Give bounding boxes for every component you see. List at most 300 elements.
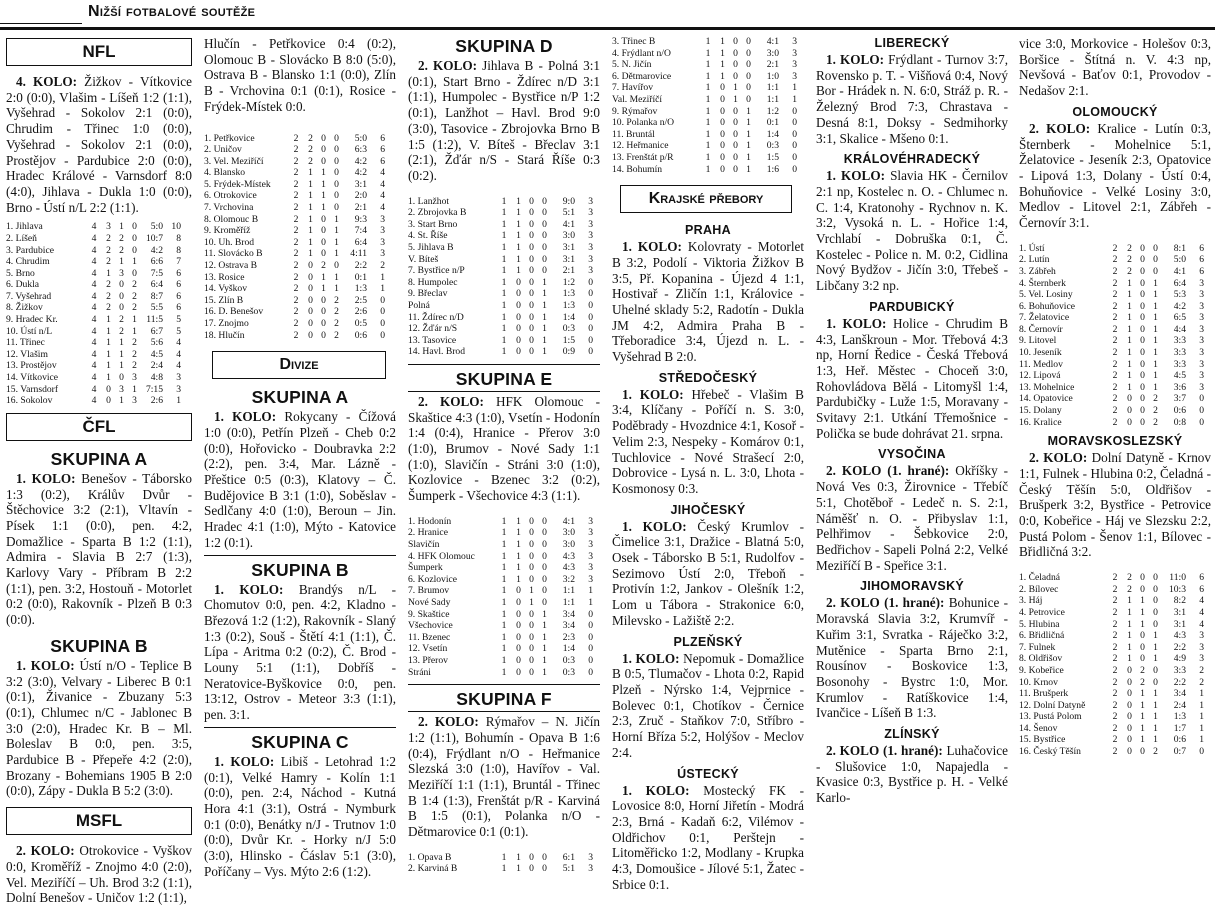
table-row	[408, 597, 593, 609]
table-cell: 2	[119, 244, 124, 256]
divider	[204, 727, 396, 728]
table-cell: 0	[516, 631, 521, 643]
round-label: 1. KOLO:	[622, 518, 687, 534]
table-cell: 0	[746, 47, 751, 59]
team-name: 3. Pardubice	[6, 244, 54, 256]
team-name: 3. Start Brno	[408, 218, 458, 230]
table-cell: 10:7	[145, 232, 163, 244]
section-divize-heading: Divize	[212, 351, 386, 379]
table-cell: 0	[334, 260, 339, 272]
table-cell: 2	[293, 248, 299, 260]
table-cell: 2	[106, 290, 111, 302]
column-1	[6, 36, 192, 906]
table-cell: 1	[705, 117, 711, 129]
table-cell: 11:5	[146, 314, 163, 326]
team-name: 4. St. Říše	[408, 230, 448, 242]
table-cell: 4:5	[1173, 370, 1186, 382]
team-name: 2. Karviná B	[408, 863, 458, 875]
table-cell: 1	[132, 314, 137, 326]
team-name: Nové Sady	[408, 597, 451, 609]
table-cell: 0	[516, 288, 521, 300]
table-cell: 3	[792, 59, 797, 71]
table-row	[408, 585, 593, 597]
table-cell: 1	[542, 288, 547, 300]
table-row	[408, 609, 593, 621]
table-cell: 1	[380, 283, 385, 295]
table-cell: 3	[588, 851, 593, 863]
zlinsky-heading: ZLÍNSKÝ	[884, 727, 940, 742]
table-cell: 3	[588, 550, 593, 562]
table-cell: 2	[1112, 300, 1118, 312]
table-cell: 6	[176, 267, 181, 279]
table-cell: 1	[321, 271, 326, 283]
table-cell: 2:2	[354, 260, 367, 272]
table-row	[408, 277, 593, 289]
table-cell: 3:4	[562, 620, 575, 632]
table-cell: 2	[106, 256, 111, 268]
table-cell: 2	[293, 225, 299, 237]
table-cell: 2	[308, 132, 313, 144]
table-cell: 3:3	[1173, 335, 1186, 347]
team-name: Šumperk	[408, 562, 443, 574]
table-row	[408, 196, 593, 208]
table-cell: 0	[1199, 746, 1204, 758]
table-cell: 2	[293, 202, 299, 214]
table-cell: 1	[542, 608, 547, 620]
table-cell: 1:4	[562, 311, 575, 323]
table-cell: 3	[792, 47, 797, 59]
table-cell: 1	[334, 236, 339, 248]
table-cell: 2	[119, 232, 124, 244]
table-cell: 1	[1140, 711, 1145, 723]
table-cell: 0	[1140, 583, 1145, 595]
table-row	[1019, 289, 1204, 301]
table-cell: 1	[1140, 722, 1145, 734]
table-cell: 0	[380, 294, 385, 306]
table-cell: 0	[1127, 734, 1132, 746]
round-label: 4. KOLO:	[16, 74, 78, 89]
table-cell: 1	[1153, 277, 1158, 289]
table-cell: 6	[1199, 254, 1204, 266]
table-cell: 2:2	[1173, 676, 1186, 688]
table-cell: 0	[1140, 242, 1145, 254]
team-name: 4. Frýdlant n/O	[612, 47, 671, 59]
table-cell: 1:1	[562, 597, 575, 609]
table-cell: 1	[501, 585, 507, 597]
table-cell: 1	[1153, 312, 1158, 324]
jihocesky-heading: JIHOČESKÝ	[670, 502, 746, 517]
table-row	[6, 326, 181, 338]
table-cell: 1	[501, 323, 507, 335]
table-row	[6, 384, 181, 396]
team-name: 11. Ždírec n/D	[408, 311, 464, 323]
table-cell: 6	[176, 302, 181, 314]
team-name: 7. Havířov	[612, 82, 654, 94]
team-name: 15. Bystřice	[1019, 734, 1066, 746]
table-cell: 1	[746, 163, 751, 175]
table-row	[204, 167, 385, 179]
table-cell: 2	[1112, 277, 1118, 289]
results-text: Libiš - Letohrad 1:2 (0:1), Velké Hamry - Kolín 1:1 (0:0), pen. 2:4, Náchod - Kutná Hora 4:1 (3:1), Ostrá - Nymburk 0:1 (0:0), Benátky n/J - Trutnov 1:0 (0:0), Dvůr Kr. - Horky n/J 5:0 (3:0), Hlinsko - Čáslav 5:1 (3:0), Poříčany – Vys. Mýto 2:6 (1:2).	[204, 753, 396, 879]
divize-group-d-heading: SKUPINA D	[455, 36, 553, 56]
table-cell: 5:0	[354, 132, 367, 144]
table-cell: 0	[746, 93, 751, 105]
table-cell: 8	[176, 244, 181, 256]
round-label: 1. KOLO:	[622, 650, 680, 666]
table-cell: 2	[1112, 265, 1118, 277]
table-cell: 1	[501, 265, 507, 277]
table-cell: 2:4	[1173, 699, 1186, 711]
table-cell: 0	[516, 643, 521, 655]
team-name: 6. Dětmarovice	[612, 70, 672, 82]
table-cell: 0	[588, 643, 593, 655]
table-cell: 1	[529, 585, 534, 597]
table-cell: 1	[501, 654, 507, 666]
table-row	[1019, 405, 1204, 417]
team-name: 8. Olomouc B	[204, 213, 259, 225]
table-cell: 2	[1112, 393, 1118, 405]
table-cell: 0	[529, 218, 534, 230]
table-cell: 0	[516, 620, 521, 632]
team-name: 14. Havl. Brod	[408, 346, 466, 358]
table-cell: 6	[380, 155, 385, 167]
table-cell: 1	[1127, 618, 1132, 630]
table-cell: 0	[529, 562, 534, 574]
results-text: Dolní Datyně - Krnov 1:1, Fulnek - Hlubina 0:2, Čeladná - Český Těšín 5:0, Oldřišov - Brušperk 3:2, Bystřice - Petrovice 0:0, Kobeřice - Háj ve Slezsku 2:2, Pustá Polom - Šenov 1:1, Bílovec - Břidličná 3:2.	[1019, 450, 1211, 560]
table-cell: 0	[720, 82, 725, 94]
table-cell: 1	[1140, 618, 1145, 630]
table-cell: 1	[542, 323, 547, 335]
table-cell: 1	[501, 620, 507, 632]
table-cell: 2	[1112, 688, 1118, 700]
table-cell: 2	[132, 348, 137, 360]
table-cell: 1	[176, 395, 181, 407]
table-cell: 1	[501, 195, 507, 207]
table-row	[1019, 723, 1204, 735]
table-cell: 1	[516, 230, 521, 242]
column-6	[1019, 36, 1211, 764]
table-cell: 1	[516, 207, 521, 219]
table-cell: 4:3	[562, 550, 575, 562]
table-cell: 11:0	[1169, 572, 1186, 584]
team-name: 4. Petrovice	[1019, 606, 1065, 618]
divize-group-c-heading: SKUPINA C	[251, 731, 349, 752]
table-cell: 3	[380, 248, 385, 260]
table-cell: 4	[91, 232, 97, 244]
table-cell: 2	[1112, 595, 1118, 607]
team-name: 13. Pustá Polom	[1019, 711, 1082, 723]
divize-group-d-standings	[408, 196, 593, 358]
table-row	[1019, 382, 1204, 394]
table-cell: 0	[106, 395, 111, 407]
table-cell: 2	[1127, 242, 1132, 254]
table-cell: 0	[542, 230, 547, 242]
table-row	[408, 323, 593, 335]
table-cell: 1	[705, 128, 711, 140]
header-tab	[0, 2, 82, 24]
divider	[408, 711, 600, 712]
table-cell: 0	[792, 151, 797, 163]
table-row	[6, 302, 181, 314]
results-text: Hřebeč - Vlašim B 3:4, Klíčany - Poříčí n. S. 3:0, Poděbrady - Hvozdnice 4:1, Kosoř - Velim 2:3, Nespeky - Komárov 0:1, Tuchlovice - Nové Strašecí 2:0, Dobrovice - Lysá n. L. 3:0, Lhota - Kosmonosy 0:3.	[612, 386, 804, 496]
table-cell: 1	[119, 221, 124, 233]
table-cell: 1	[1153, 370, 1158, 382]
table-cell: 0	[588, 620, 593, 632]
table-cell: 4	[1199, 595, 1204, 607]
column-5	[816, 36, 1008, 806]
table-cell: 0	[308, 260, 313, 272]
table-cell: 1	[132, 383, 137, 395]
table-cell: 2	[1112, 676, 1118, 688]
table-cell: 3	[176, 372, 181, 384]
divize-group-a-results	[204, 409, 396, 550]
table-cell: 1	[132, 256, 137, 268]
table-cell: 0	[588, 276, 593, 288]
team-name: 16. Kralice	[1019, 416, 1062, 428]
table-row	[1019, 746, 1204, 758]
table-cell: 1	[516, 573, 521, 585]
table-row	[1019, 734, 1204, 746]
table-cell: 0	[529, 666, 534, 678]
table-row	[408, 527, 593, 539]
table-cell: 1	[501, 515, 507, 527]
table-cell: 1	[501, 276, 507, 288]
table-cell: 3:1	[1173, 618, 1186, 630]
table-row	[1019, 595, 1204, 607]
table-cell: 0	[792, 140, 797, 152]
table-cell: 2	[1112, 722, 1118, 734]
section-krajske-heading: Krajské přebory	[620, 185, 792, 213]
table-cell: 2	[1112, 370, 1118, 382]
team-name: 17. Znojmo	[204, 318, 249, 330]
table-row	[204, 202, 385, 214]
praha-results	[612, 239, 804, 365]
table-cell: 1	[1153, 630, 1158, 642]
table-cell: 1	[501, 608, 507, 620]
table-cell: 6:5	[1173, 312, 1186, 324]
table-cell: 0	[588, 334, 593, 346]
table-cell: 2	[1112, 242, 1118, 254]
table-cell: 2	[334, 306, 339, 318]
table-cell: 1:4	[766, 128, 779, 140]
table-cell: 3:7	[1173, 393, 1186, 405]
table-cell: 1	[501, 631, 507, 643]
table-cell: 0	[1127, 676, 1132, 688]
table-cell: 0	[792, 128, 797, 140]
divize-group-e-heading: SKUPINA E	[455, 368, 553, 389]
table-cell: 2	[1112, 347, 1118, 359]
table-cell: 1	[501, 562, 507, 574]
team-name: Stráni	[408, 666, 431, 678]
table-row	[1019, 301, 1204, 313]
olomoucky-standings	[1019, 243, 1204, 429]
table-cell: 2	[293, 178, 299, 190]
table-row	[6, 372, 181, 384]
table-cell: 1	[746, 117, 751, 129]
nfl-results	[6, 74, 192, 215]
table-cell: 0	[308, 318, 313, 330]
table-cell: 2	[293, 329, 299, 341]
table-cell: 2	[1112, 699, 1118, 711]
table-cell: 1	[705, 140, 711, 152]
table-cell: 1	[516, 550, 521, 562]
table-cell: 1	[1127, 289, 1132, 301]
table-cell: 1:3	[354, 283, 367, 295]
table-cell: 4	[176, 348, 181, 360]
table-cell: 4:2	[150, 244, 163, 256]
table-cell: 0	[1127, 711, 1132, 723]
table-row	[408, 667, 593, 679]
table-cell: 2	[1112, 381, 1118, 393]
table-cell: 2	[321, 260, 326, 272]
table-cell: 1	[1153, 688, 1158, 700]
table-cell: 1	[501, 539, 507, 551]
zlinsky-results-continued: vice 3:0, Morkovice - Holešov 0:3, Boršice - Štítná n. V. 4:3 np, Nevšová - Baťov 0:1, Provodov - Nedašov 2:1.	[1019, 36, 1211, 99]
table-row	[408, 562, 593, 574]
table-cell: 1	[516, 515, 521, 527]
table-row	[612, 140, 797, 152]
table-cell: 6:4	[150, 279, 163, 291]
table-cell: 4:4	[1173, 323, 1186, 335]
msfl-results	[6, 843, 192, 906]
table-cell: 3	[1199, 323, 1204, 335]
table-cell: 0	[516, 299, 521, 311]
table-cell: 1	[746, 105, 751, 117]
table-cell: 2:1	[562, 265, 575, 277]
table-cell: 1	[516, 527, 521, 539]
table-cell: 2:6	[150, 395, 163, 407]
divize-group-e-standings	[408, 516, 593, 678]
table-cell: 0	[119, 290, 124, 302]
table-cell: 4	[91, 325, 97, 337]
pardubicky-heading: PARDUBICKÝ	[869, 299, 955, 314]
table-cell: 1	[1140, 734, 1145, 746]
table-cell: 0:6	[354, 329, 367, 341]
table-cell: 1	[501, 851, 507, 863]
table-cell: 1	[542, 620, 547, 632]
table-cell: 0	[516, 346, 521, 358]
team-name: 1. Ústí	[1019, 242, 1045, 254]
table-cell: 1	[501, 643, 507, 655]
table-cell: 2	[334, 329, 339, 341]
table-cell: 0	[119, 372, 124, 384]
table-row	[204, 295, 385, 307]
results-text: Kralice - Lutín 0:3, Šternberk - Mohelnice 5:1, Želatovice - Jeseník 2:3, Opatovice - Lipová 1:3, Dolany - Ústí 0:4, Bohuňovice - Velké Losiny 3:0, Medlov - Litovel 2:1, Zábřeh - Černovír 3:1.	[1019, 120, 1211, 231]
olomoucky-results	[1019, 121, 1211, 231]
jihomoravsky-results	[816, 595, 1008, 721]
team-name: 11. Třinec	[6, 337, 45, 349]
table-cell: 1	[119, 337, 124, 349]
results-text: Benešov - Táborsko 1:3 (0:2), Králův Dvůr - Štěchovice 3:2 (2:1), Vltavín - Písek 1:1 (0:0), pen. 4:2, Domažlice - Sparta B 1:2 (1:1), Admira - Slavia B 2:7 (1:3), Karlovy Vary - Příbram B 2:2 (1:1), pen. 3:2, Hostouň - Motorlet 0:2 (0:0), Rakovník - Plzeň B 0:3 (0:0).	[6, 470, 192, 628]
table-cell: 2	[293, 213, 299, 225]
table-row	[204, 225, 385, 237]
table-cell: 2	[293, 260, 299, 272]
table-cell: 1	[516, 539, 521, 551]
results-text: Mostecký FK - Lovosice 8:0, Horní Jiřetín - Modrá 2:3, Brná - Kadaň 6:2, Vilémov - Oldřichov 0:1, Perštejn - Litoměřicko 1:2, Modlany - Krupka 4:3, Domoušice - Jílové 5:1, Žatec - Srbice 0:1.	[612, 782, 804, 892]
table-row	[6, 337, 181, 349]
team-name: Polná	[408, 299, 430, 311]
ustecky-heading: ÚSTECKÝ	[677, 766, 739, 781]
table-cell: 1	[334, 225, 339, 237]
table-cell: 2	[293, 190, 299, 202]
table-cell: 3	[1199, 641, 1204, 653]
table-cell: 7:15	[145, 383, 163, 395]
table-cell: 0	[1140, 254, 1145, 266]
team-name: 7. Fulnek	[1019, 641, 1056, 653]
team-name: 14. Vyškov	[204, 283, 248, 295]
table-row	[408, 242, 593, 254]
team-name: 15. Dolany	[1019, 405, 1062, 417]
table-cell: 0	[308, 329, 313, 341]
results-text: Otrokovice - Vyškov 0:0, Kroměříž - Znojmo 4:0 (2:0), Vel. Meziříčí – Uh. Brod 3:2 (1:1), Dolní Benešov - Uničov 1:2 (1:1),	[6, 843, 192, 906]
table-cell: 3	[1199, 358, 1204, 370]
team-name: 5. Jihlava B	[408, 242, 454, 253]
table-cell: 0	[1153, 572, 1158, 584]
table-cell: 4	[380, 190, 385, 202]
table-cell: 1	[501, 311, 507, 323]
table-cell: 1	[720, 47, 725, 59]
divider	[408, 364, 600, 365]
table-cell: 0	[1140, 653, 1145, 665]
team-name: 12. Lipová	[1019, 370, 1061, 382]
team-name: 7. Bystřice n/P	[408, 265, 465, 277]
table-cell: 1	[321, 202, 326, 214]
table-row	[204, 330, 385, 342]
table-cell: 0	[542, 550, 547, 562]
table-row	[204, 318, 385, 330]
jihomoravsky-heading: JIHOMORAVSKÝ	[859, 579, 965, 594]
table-cell: 0:3	[766, 140, 779, 152]
table-cell: 4:9	[1173, 653, 1186, 665]
team-name: 2. Bílovec	[1019, 583, 1059, 595]
table-cell: 0	[1153, 618, 1158, 630]
table-cell: 0	[119, 302, 124, 314]
table-cell: 0	[334, 190, 339, 202]
table-cell: 6:3	[354, 144, 367, 156]
table-row	[408, 539, 593, 551]
table-cell: 0	[529, 631, 534, 643]
table-cell: 3:6	[1173, 381, 1186, 393]
table-cell: 1	[1127, 606, 1132, 618]
team-name: V. Bíteš	[408, 253, 439, 265]
table-cell: 8:2	[1173, 595, 1186, 607]
results-text: Holice - Chrudim B 4:3, Lanškroun - Mor. Třebová 4:3 np, Horní Ředice - Česká Třebová 1:3, Heř. Městec - Choceň 3:0, Rohovládova Bělá - Litomyšl 1:4, Pardubičky - Luže 1:5, Moravany - Svitavy 2:1. Utkání Třemošnice - Polička se bude dohrávat 21. srpna.	[816, 315, 1008, 441]
table-cell: 0	[529, 654, 534, 666]
table-cell: 2	[1140, 664, 1145, 676]
team-name: 13. Přerov	[408, 654, 448, 666]
table-cell: 4	[1199, 606, 1204, 618]
table-cell: 1	[542, 666, 547, 678]
round-label: 2. KOLO:	[418, 58, 477, 73]
table-cell: 1	[516, 253, 521, 265]
table-cell: 1	[1153, 722, 1158, 734]
round-label: 2. KOLO (1. hrané):	[826, 463, 950, 479]
table-cell: 1	[501, 863, 507, 875]
table-cell: 0	[792, 105, 797, 117]
table-cell: 0	[1127, 688, 1132, 700]
results-text: Jihlava B - Polná 3:1 (0:1), Start Brno - Ždírec n/D 3:1 (1:1), Humpolec - Bystřice n/P 1:2 (0:1), Lanžhot – Havl. Brod 9:0 (3:0), Tasovice - Zbrojovka Brno B 1:5 (1:2), V. Bíteš - Břeclav 3:1 (2:1), Žďár n/S - Stará Říše 0:3 (0:2).	[408, 58, 600, 183]
round-label: 1. KOLO:	[214, 753, 275, 769]
results-text: Žižkov - Vítkovice 2:0 (0:0), Vlašim - Líšeň 1:2 (1:1), Vyšehrad - Sokolov 2:1 (0:0), Chrudim - Třinec 1:0 (0:0), Vyšehrad - Sokolov 2:1 (0:0), Prostějov - Pardubice 2:0 (0:0), Hradec Králové - Varnsdorf 8:0 (4:0), Jihlava - Dukla 1:0 (0:0), Brno - Ústí n/L 2:2 (1:1).	[6, 74, 192, 215]
table-cell: 0	[516, 597, 521, 609]
table-cell: 0	[529, 195, 534, 207]
table-cell: 1	[516, 562, 521, 574]
table-cell: 3:1	[562, 242, 575, 253]
table-cell: 0:3	[562, 654, 575, 666]
team-name: 11. Bzenec	[408, 631, 451, 643]
table-cell: 1:3	[562, 299, 575, 311]
table-cell: 0	[720, 163, 725, 175]
